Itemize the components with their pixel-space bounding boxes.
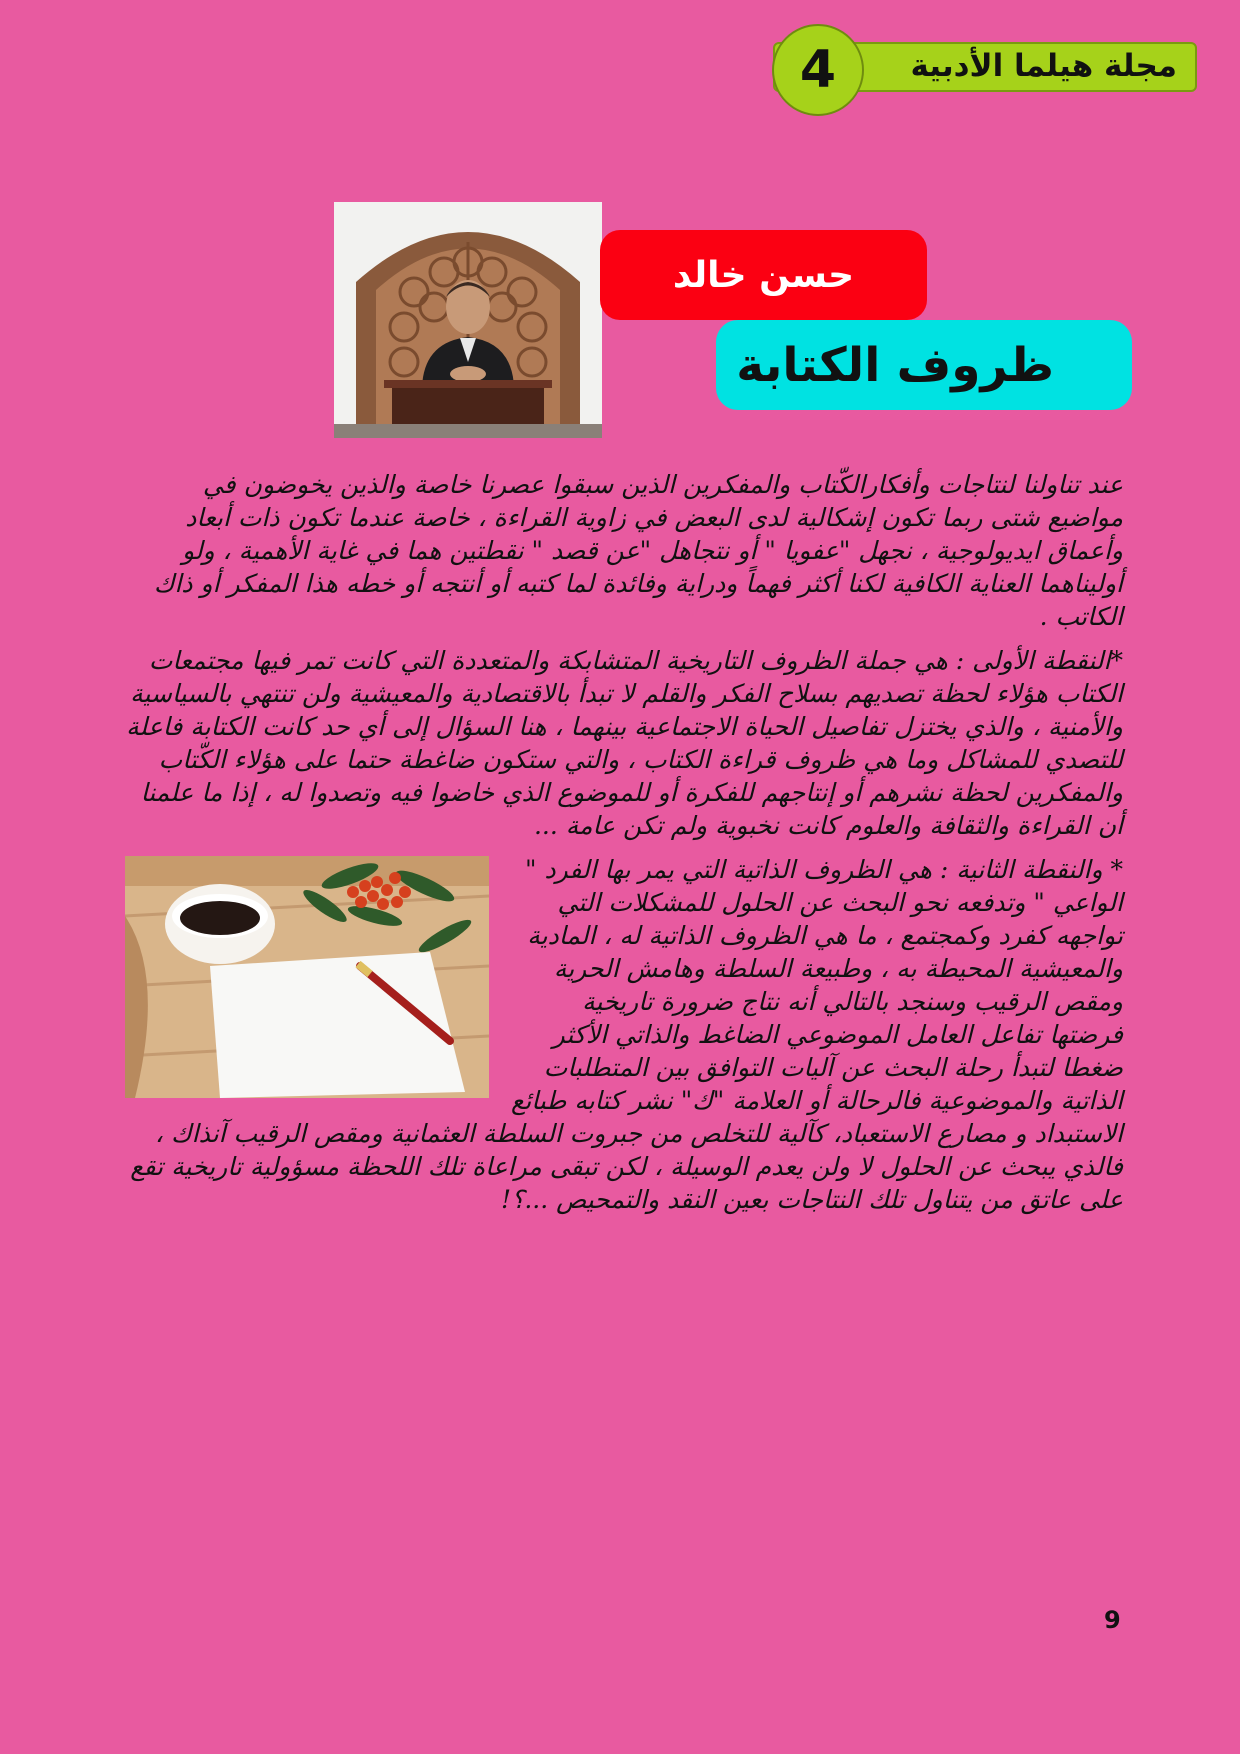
coffee-paper-photo — [125, 856, 489, 1098]
title-badge — [716, 320, 1132, 410]
author-portrait-illustration — [334, 202, 602, 438]
author-photo — [334, 202, 602, 438]
article-paragraph-1: عند تناولنا لنتاجات وأفكارالكّتاب والمفكرين الذين سبقوا عصرنا خاصة والذين يخوضون في مواضيع شتى ربما تكون إشكالية لدى البعض في زاوية القراءة ، خاصة عندما تكون ذات أبعاد وأعماق ايديولوجية ، نجهل "عفويا " أو نتجاهل "عن قصد " نقطتين هما في غاية الأهمية ، ولو أوليناهما العناية الكافية لكنا أكثر فهماً ودراية وفائدة لما كتبه أو أنتجه أو خطه هذا المفكر أو ذاك الكاتب . — [153, 470, 1123, 631]
author-name: حسن خالد — [672, 254, 855, 296]
article-paragraph-3: * والنقطة الثانية : هي الظروف الذاتية التي يمر بها الفرد " الواعي " وتدفعه نحو البحث عن الحلول للمشكلات التي تواجهه كفرد وكمجتمع ، ما هي الظروف الذاتية له ، المادية والمعيشية المحيطة به ، وطبيعة السلطة وهامش الحرية ومقص الرقيب وسنجد بالتالي أنه نتاج ضرورة تاريخية فرضتها تفاعل العامل الموضوعي الضاغط والذاتي الأكثر ضغطا لتبدأ رحلة البحث عن آليات التوافق بين المتطلبات الذاتية والموضوعية فالرحالة أو العلامة "ك" نشر كتابه طبائع الاستبداد و مصارع الاستعباد، كآلية للتخلص من جبروت السلطة العثمانية ومقص الرقيب آنذاك ، فالذي يبحث عن الحلول لا ولن يعدم الوسيلة ، لكن تبقى مراعاة تلك اللحظة مسؤولية تاريخية تقع على عاتق من يتناول تلك النتاجات بعين النقد والتمحيص ...؟! — [130, 855, 1123, 1214]
article-title: ظروف الكتابة — [736, 337, 1054, 393]
magazine-title: مجلة هيلما الأدبية — [910, 48, 1177, 84]
page-number: 9 — [1104, 1606, 1121, 1634]
article-paragraph-2: *النقطة الأولى : هي جملة الظروف التاريخية المتشابكة والمتعددة التي كانت تمر فيها مجتمعات الكتاب هؤلاء لحظة تصديهم بسلاح الفكر والقلم لا تبدأ بالاقتصادية والمعيشية ولن تنتهي بالسياسية والأمنية ، والذي يختزل تفاصيل الحياة الاجتماعية بينهما ، هنا السؤال إلى أي حد كانت الكتابة فاعلة للتصدي للمشاكل وما هي ظروف قراءة الكتاب ، والتي ستكون ضاغطة حتما على هؤلاء الكّتاب والمفكرين لحظة نشرهم أو إنتاجهم للفكرة أو للموضوع الذي خاضوا فيه وتصدوا له ، إذا ما علمنا أن القراءة والثقافة والعلوم كانت نخبوية ولم تكن عامة ... — [126, 646, 1123, 840]
author-badge — [600, 230, 927, 320]
issue-number: 4 — [799, 40, 837, 100]
article-body — [125, 468, 1123, 1227]
issue-number-badge — [772, 24, 864, 116]
coffee-and-paper-illustration — [125, 856, 489, 1098]
